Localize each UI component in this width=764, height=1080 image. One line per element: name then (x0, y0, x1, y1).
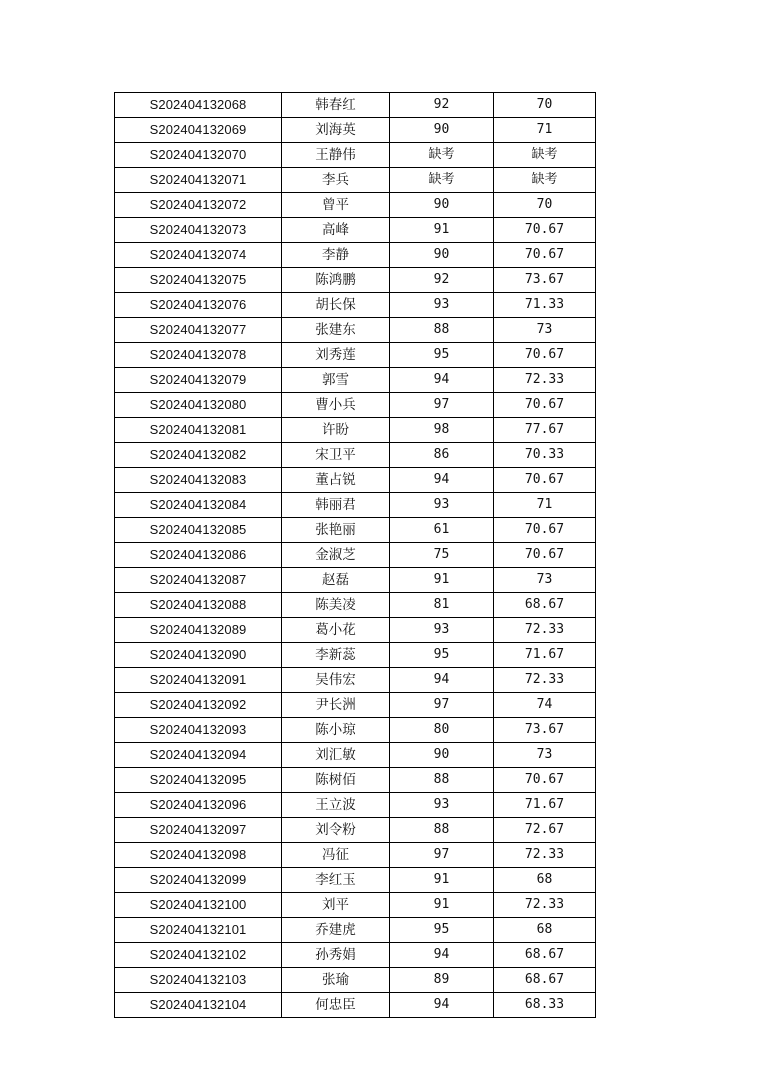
score-2-cell: 68.67 (494, 968, 596, 993)
exam-id-cell: S202404132075 (115, 268, 282, 293)
score-2-cell: 68 (494, 918, 596, 943)
exam-id-cell: S202404132097 (115, 818, 282, 843)
exam-id-cell: S202404132077 (115, 318, 282, 343)
table-row (115, 768, 596, 793)
exam-id-cell: S202404132090 (115, 643, 282, 668)
table-row (115, 518, 596, 543)
score-1-cell: 93 (390, 293, 494, 318)
candidate-name-cell: 韩丽君 (282, 493, 390, 518)
score-1-cell: 92 (390, 93, 494, 118)
exam-id-cell: S202404132080 (115, 393, 282, 418)
exam-id-cell: S202404132073 (115, 218, 282, 243)
table-row (115, 443, 596, 468)
score-2-cell: 71 (494, 118, 596, 143)
score-2-cell: 70.67 (494, 543, 596, 568)
table-row (115, 793, 596, 818)
candidate-name-cell: 金淑芝 (282, 543, 390, 568)
score-2-cell: 73 (494, 568, 596, 593)
table-row (115, 818, 596, 843)
exam-id-cell: S202404132098 (115, 843, 282, 868)
candidate-name-cell: 乔建虎 (282, 918, 390, 943)
score-1-cell: 88 (390, 318, 494, 343)
score-2-cell: 73 (494, 743, 596, 768)
exam-id-cell: S202404132081 (115, 418, 282, 443)
score-1-cell: 91 (390, 868, 494, 893)
score-1-cell: 80 (390, 718, 494, 743)
table-row (115, 593, 596, 618)
score-1-cell: 93 (390, 793, 494, 818)
score-1-cell: 88 (390, 818, 494, 843)
table-row (115, 843, 596, 868)
candidate-name-cell: 赵磊 (282, 568, 390, 593)
table-row (115, 743, 596, 768)
exam-id-cell: S202404132069 (115, 118, 282, 143)
score-2-cell: 72.33 (494, 368, 596, 393)
score-2-cell: 70.67 (494, 768, 596, 793)
score-1-cell: 94 (390, 943, 494, 968)
score-1-cell: 91 (390, 893, 494, 918)
score-2-cell: 70 (494, 93, 596, 118)
exam-id-cell: S202404132088 (115, 593, 282, 618)
score-1-cell: 86 (390, 443, 494, 468)
exam-id-cell: S202404132099 (115, 868, 282, 893)
candidate-name-cell: 李新蕊 (282, 643, 390, 668)
score-1-cell: 97 (390, 843, 494, 868)
exam-id-cell: S202404132092 (115, 693, 282, 718)
exam-id-cell: S202404132091 (115, 668, 282, 693)
table-row (115, 368, 596, 393)
score-2-cell: 缺考 (494, 168, 596, 193)
score-2-cell: 68 (494, 868, 596, 893)
table-row (115, 243, 596, 268)
exam-id-cell: S202404132095 (115, 768, 282, 793)
table-row (115, 93, 596, 118)
candidate-name-cell: 陈美凌 (282, 593, 390, 618)
score-2-cell: 70.67 (494, 393, 596, 418)
score-2-cell: 71 (494, 493, 596, 518)
score-1-cell: 97 (390, 693, 494, 718)
exam-id-cell: S202404132100 (115, 893, 282, 918)
score-1-cell: 缺考 (390, 168, 494, 193)
candidate-name-cell: 尹长洲 (282, 693, 390, 718)
exam-id-cell: S202404132074 (115, 243, 282, 268)
score-2-cell: 70.67 (494, 518, 596, 543)
candidate-name-cell: 刘令粉 (282, 818, 390, 843)
table-row (115, 193, 596, 218)
table-row (115, 218, 596, 243)
score-1-cell: 81 (390, 593, 494, 618)
candidate-name-cell: 李兵 (282, 168, 390, 193)
candidate-name-cell: 董占锐 (282, 468, 390, 493)
exam-id-cell: S202404132085 (115, 518, 282, 543)
score-1-cell: 90 (390, 118, 494, 143)
score-1-cell: 97 (390, 393, 494, 418)
table-row (115, 293, 596, 318)
candidate-name-cell: 张建东 (282, 318, 390, 343)
table-row (115, 543, 596, 568)
candidate-name-cell: 曾平 (282, 193, 390, 218)
table-row (115, 968, 596, 993)
candidate-name-cell: 吴伟宏 (282, 668, 390, 693)
table-row (115, 893, 596, 918)
score-1-cell: 95 (390, 343, 494, 368)
table-row (115, 943, 596, 968)
exam-id-cell: S202404132068 (115, 93, 282, 118)
score-2-cell: 73.67 (494, 718, 596, 743)
score-1-cell: 92 (390, 268, 494, 293)
table-row (115, 693, 596, 718)
candidate-name-cell: 王立波 (282, 793, 390, 818)
score-1-cell: 88 (390, 768, 494, 793)
table-row (115, 343, 596, 368)
score-2-cell: 70.67 (494, 468, 596, 493)
score-1-cell: 94 (390, 668, 494, 693)
score-1-cell: 90 (390, 743, 494, 768)
table-row (115, 143, 596, 168)
candidate-name-cell: 郭雪 (282, 368, 390, 393)
exam-id-cell: S202404132104 (115, 993, 282, 1018)
table-row (115, 318, 596, 343)
exam-id-cell: S202404132083 (115, 468, 282, 493)
table-row (115, 668, 596, 693)
table-row (115, 868, 596, 893)
score-1-cell: 90 (390, 193, 494, 218)
score-table (114, 92, 596, 1018)
score-1-cell: 75 (390, 543, 494, 568)
score-2-cell: 缺考 (494, 143, 596, 168)
table-row (115, 993, 596, 1018)
table-row (115, 418, 596, 443)
table-row (115, 468, 596, 493)
candidate-name-cell: 曹小兵 (282, 393, 390, 418)
candidate-name-cell: 刘平 (282, 893, 390, 918)
exam-id-cell: S202404132078 (115, 343, 282, 368)
candidate-name-cell: 孙秀娟 (282, 943, 390, 968)
score-2-cell: 68.67 (494, 593, 596, 618)
table-row (115, 718, 596, 743)
candidate-name-cell: 刘秀莲 (282, 343, 390, 368)
candidate-name-cell: 何忠臣 (282, 993, 390, 1018)
score-1-cell: 90 (390, 243, 494, 268)
table-row (115, 493, 596, 518)
candidate-name-cell: 韩春红 (282, 93, 390, 118)
candidate-name-cell: 张艳丽 (282, 518, 390, 543)
exam-id-cell: S202404132086 (115, 543, 282, 568)
candidate-name-cell: 许盼 (282, 418, 390, 443)
exam-id-cell: S202404132096 (115, 793, 282, 818)
candidate-name-cell: 宋卫平 (282, 443, 390, 468)
candidate-name-cell: 冯征 (282, 843, 390, 868)
candidate-name-cell: 刘海英 (282, 118, 390, 143)
score-2-cell: 72.67 (494, 818, 596, 843)
score-2-cell: 74 (494, 693, 596, 718)
score-1-cell: 91 (390, 218, 494, 243)
table-row (115, 393, 596, 418)
candidate-name-cell: 张瑜 (282, 968, 390, 993)
score-1-cell: 94 (390, 993, 494, 1018)
exam-id-cell: S202404132102 (115, 943, 282, 968)
score-1-cell: 95 (390, 643, 494, 668)
score-2-cell: 71.33 (494, 293, 596, 318)
candidate-name-cell: 陈鸿鹏 (282, 268, 390, 293)
score-1-cell: 93 (390, 618, 494, 643)
score-1-cell: 缺考 (390, 143, 494, 168)
score-2-cell: 77.67 (494, 418, 596, 443)
score-2-cell: 72.33 (494, 668, 596, 693)
exam-id-cell: S202404132079 (115, 368, 282, 393)
score-1-cell: 98 (390, 418, 494, 443)
score-2-cell: 71.67 (494, 793, 596, 818)
exam-id-cell: S202404132093 (115, 718, 282, 743)
score-1-cell: 89 (390, 968, 494, 993)
score-2-cell: 70 (494, 193, 596, 218)
score-2-cell: 72.33 (494, 843, 596, 868)
score-2-cell: 70.67 (494, 218, 596, 243)
exam-id-cell: S202404132072 (115, 193, 282, 218)
score-1-cell: 94 (390, 368, 494, 393)
exam-id-cell: S202404132103 (115, 968, 282, 993)
table-row (115, 168, 596, 193)
score-2-cell: 73 (494, 318, 596, 343)
score-2-cell: 70.67 (494, 243, 596, 268)
table-row (115, 643, 596, 668)
exam-id-cell: S202404132089 (115, 618, 282, 643)
score-1-cell: 61 (390, 518, 494, 543)
exam-id-cell: S202404132071 (115, 168, 282, 193)
score-2-cell: 73.67 (494, 268, 596, 293)
exam-id-cell: S202404132101 (115, 918, 282, 943)
exam-id-cell: S202404132070 (115, 143, 282, 168)
table-row (115, 918, 596, 943)
score-1-cell: 95 (390, 918, 494, 943)
score-2-cell: 70.67 (494, 343, 596, 368)
score-2-cell: 68.33 (494, 993, 596, 1018)
candidate-name-cell: 高峰 (282, 218, 390, 243)
score-2-cell: 70.33 (494, 443, 596, 468)
candidate-name-cell: 陈小琼 (282, 718, 390, 743)
table-row (115, 568, 596, 593)
table-row (115, 268, 596, 293)
score-1-cell: 94 (390, 468, 494, 493)
candidate-name-cell: 葛小花 (282, 618, 390, 643)
candidate-name-cell: 王静伟 (282, 143, 390, 168)
score-table-body (115, 93, 596, 1018)
score-2-cell: 72.33 (494, 618, 596, 643)
score-2-cell: 72.33 (494, 893, 596, 918)
candidate-name-cell: 李静 (282, 243, 390, 268)
candidate-name-cell: 李红玉 (282, 868, 390, 893)
table-row (115, 118, 596, 143)
table-row (115, 618, 596, 643)
score-2-cell: 68.67 (494, 943, 596, 968)
score-1-cell: 93 (390, 493, 494, 518)
exam-id-cell: S202404132082 (115, 443, 282, 468)
score-1-cell: 91 (390, 568, 494, 593)
score-2-cell: 71.67 (494, 643, 596, 668)
candidate-name-cell: 胡长保 (282, 293, 390, 318)
exam-id-cell: S202404132087 (115, 568, 282, 593)
exam-id-cell: S202404132076 (115, 293, 282, 318)
exam-id-cell: S202404132084 (115, 493, 282, 518)
candidate-name-cell: 刘汇敏 (282, 743, 390, 768)
candidate-name-cell: 陈树佰 (282, 768, 390, 793)
exam-id-cell: S202404132094 (115, 743, 282, 768)
